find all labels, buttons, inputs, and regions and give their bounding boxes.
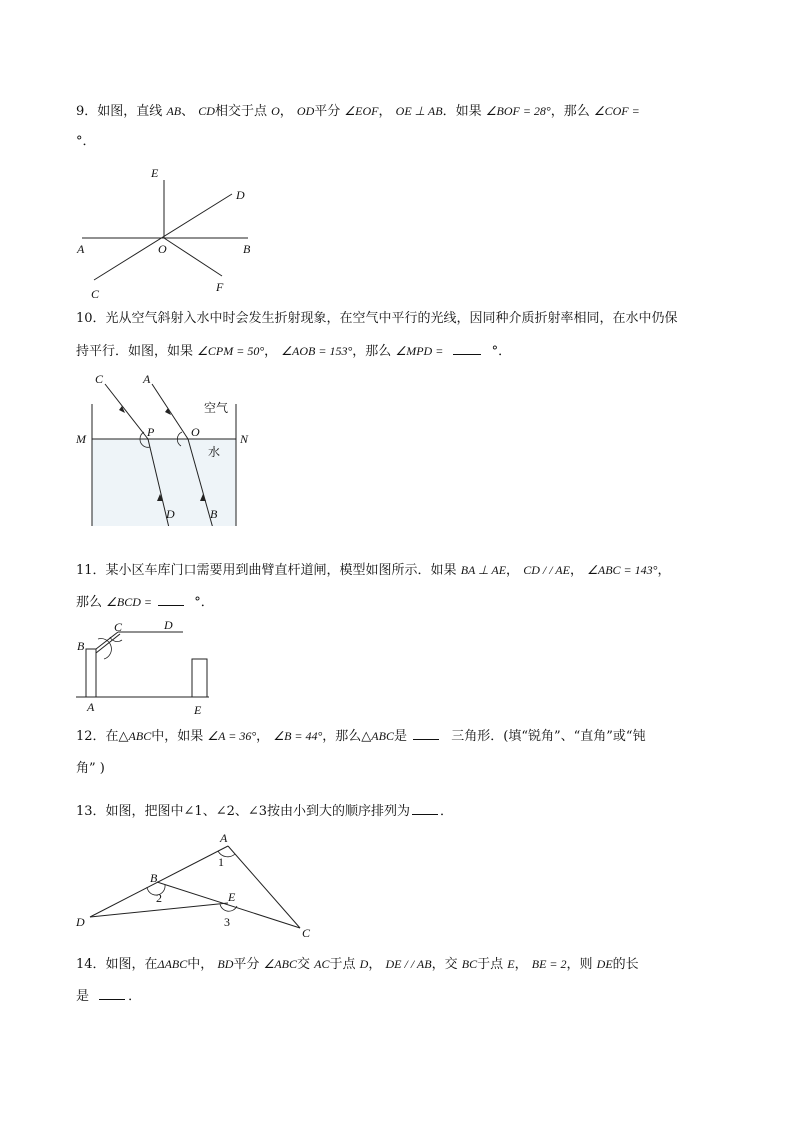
q14-line2: 是 ． — [76, 989, 142, 1004]
q9-label-B: B — [243, 242, 251, 256]
q10-label-M: M — [76, 432, 86, 446]
q9-label-E: E — [151, 166, 159, 180]
q9-label-O: O — [158, 242, 167, 256]
q10-label-N: N — [240, 432, 249, 446]
q10-label-C: C — [95, 372, 104, 386]
q11-label-E: E — [194, 703, 202, 717]
q10-line2: 持平行．如图，如果 ∠CPM = 50°， ∠AOB = 153°，那么 ∠MPD = °． — [76, 344, 512, 359]
q11-label-D: D — [164, 618, 173, 632]
q9-label-C: C — [91, 287, 100, 301]
q13-line1: 13．如图，把图中∠1、∠2、∠3按由小到大的顺序排列为 ． — [76, 804, 454, 819]
q11-answer-blank[interactable] — [158, 593, 184, 606]
q9-label-F: F — [216, 280, 224, 294]
q9-label-A: A — [77, 242, 85, 256]
q13-label-B: B — [150, 871, 158, 885]
q13-label-2: 2 — [156, 891, 162, 905]
q9-line1: 9．如图，直线 AB、 CD相交于点 O， OD平分 ∠EOF， OE ⊥ AB．如果 ∠BOF = 28°，那么 ∠COF = — [76, 104, 640, 119]
q13-label-C: C — [302, 926, 311, 940]
q10-answer-blank[interactable] — [453, 342, 481, 355]
q10-line1: 10．光从空气斜射入水中时会发生折射现象，在空气中平行的光线，因同种介质折射率相同，在水中仍保 — [76, 311, 678, 326]
q13-label-E: E — [228, 890, 236, 904]
q10-label-D: D — [166, 507, 175, 521]
q13-label-3: 3 — [224, 915, 230, 929]
q11-figure — [70, 615, 230, 720]
q9-label-D: D — [236, 188, 245, 202]
q14-answer-blank[interactable] — [99, 987, 125, 1000]
q13-label-D: D — [76, 915, 85, 929]
q13-label-A: A — [220, 831, 228, 845]
q11-label-C: C — [114, 620, 123, 634]
q12-answer-blank[interactable] — [413, 727, 439, 740]
q10-figure — [70, 366, 270, 526]
q10-label-O: O — [191, 425, 200, 439]
q9-line2: °． — [76, 134, 96, 149]
q13-label-1: 1 — [218, 855, 224, 869]
q10-label-B: B — [210, 507, 218, 521]
q9-figure — [70, 160, 280, 305]
q12-line2: 角” ) — [76, 761, 105, 776]
q11-label-A: A — [87, 700, 95, 714]
q14-line1: 14．如图，在ΔABC中， BD平分 ∠ABC交 AC于点 D， DE / / AB，交 BC于点 E， BE = 2，则 DE的长 — [76, 957, 639, 972]
q10-label-air: 空气 — [204, 401, 229, 415]
q13-figure — [70, 828, 320, 943]
q13-answer-blank[interactable] — [412, 802, 438, 815]
q10-label-A: A — [143, 372, 151, 386]
q11-line1: 11．某小区车库门口需要用到曲臂直杆道闸，模型如图所示．如果 BA ⊥ AE， CD / / AE， ∠ABC = 143°， — [76, 563, 671, 578]
q11-line2: 那么 ∠BCD = °． — [76, 595, 214, 610]
q12-line1: 12．在△ABC中，如果 ∠A = 36°， ∠B = 44°，那么△ABC是 三角形．(填“锐角”、“直角”或“钝 — [76, 729, 646, 744]
q10-label-P: P — [147, 425, 155, 439]
q11-label-B: B — [77, 639, 85, 653]
q10-label-water: 水 — [208, 445, 221, 459]
